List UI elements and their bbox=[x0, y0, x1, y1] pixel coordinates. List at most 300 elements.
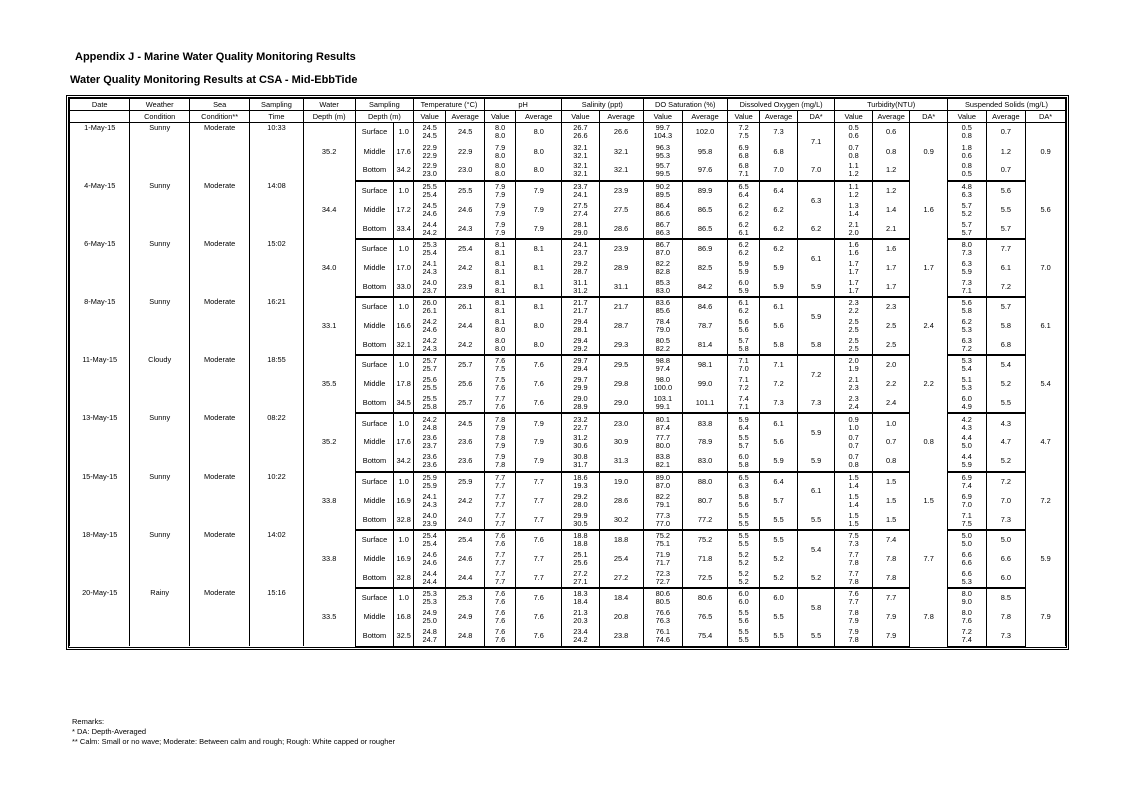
do-saturation-values bbox=[643, 123, 683, 142]
suspended-solids-values-1: 6.6 bbox=[961, 568, 972, 578]
temperature-average: 22.9 bbox=[446, 142, 485, 161]
do-saturation-values bbox=[643, 200, 683, 219]
level-depth-cell: 16.9 bbox=[394, 491, 414, 510]
ph-values-1: 7.9 bbox=[494, 142, 506, 152]
dissolved-oxygen-average: 6.2 bbox=[760, 200, 798, 219]
suspended-solids-average: 7.8 bbox=[986, 607, 1026, 626]
temperature-values bbox=[414, 316, 446, 335]
ph-values bbox=[484, 161, 515, 180]
do-saturation-values-2: 74.6 bbox=[655, 635, 670, 645]
header-sub-value: Value bbox=[414, 111, 446, 123]
header-sub-average: Average bbox=[446, 111, 485, 123]
suspended-solids-da: 0.9 bbox=[1026, 123, 1066, 181]
temperature-values-1: 24.2 bbox=[422, 335, 437, 345]
temperature-values-1: 25.7 bbox=[422, 356, 437, 366]
salinity-values-2: 31.2 bbox=[573, 285, 588, 295]
suspended-solids-values bbox=[947, 375, 986, 394]
suspended-solids-values-1: 5.3 bbox=[961, 356, 972, 366]
ph-values bbox=[484, 375, 515, 394]
temperature-values-2: 25.8 bbox=[422, 402, 437, 412]
header-sub-value: Value bbox=[947, 111, 986, 123]
header-sub-value: Value bbox=[484, 111, 515, 123]
temperature-values-1: 24.1 bbox=[422, 258, 437, 268]
ph-values-1: 8.0 bbox=[494, 161, 506, 171]
temperature-values bbox=[414, 568, 446, 587]
sampling-time-cell: 10:22 bbox=[250, 472, 303, 530]
turbidity-average: 0.8 bbox=[872, 142, 910, 161]
remarks-line-2: ** Calm: Small or no wave; Moderate: Between calm and rough; Rough: White capped or rougher bbox=[72, 737, 396, 746]
do-saturation-average: 95.8 bbox=[683, 142, 728, 161]
header-sampling-time-2: Time bbox=[250, 111, 303, 123]
salinity-values-2: 20.3 bbox=[573, 615, 588, 625]
suspended-solids-values-2: 4.3 bbox=[961, 422, 972, 432]
date-cell: 20-May-15 bbox=[70, 588, 130, 646]
suspended-solids-values bbox=[947, 510, 986, 529]
dissolved-oxygen-da: 6.1 bbox=[797, 239, 835, 278]
suspended-solids-values-2: 6.6 bbox=[961, 557, 972, 567]
ph-values-2: 8.0 bbox=[494, 131, 506, 141]
turbidity-average: 1.7 bbox=[872, 258, 910, 277]
turbidity-values-2: 1.2 bbox=[848, 169, 859, 179]
suspended-solids-average: 5.7 bbox=[986, 297, 1026, 316]
temperature-values-2: 25.4 bbox=[422, 248, 437, 258]
ph-values bbox=[484, 491, 515, 510]
salinity-values-2: 25.6 bbox=[573, 557, 588, 567]
dissolved-oxygen-values-2: 6.1 bbox=[738, 227, 749, 237]
do-saturation-values-1: 95.7 bbox=[655, 161, 670, 171]
do-saturation-values bbox=[643, 452, 683, 471]
table-row bbox=[70, 472, 1066, 491]
do-saturation-values-2: 76.3 bbox=[655, 615, 670, 625]
salinity-values bbox=[562, 142, 600, 161]
ph-values bbox=[484, 123, 515, 142]
turbidity-values-2: 7.8 bbox=[848, 557, 859, 567]
temperature-values-2: 23.7 bbox=[422, 441, 437, 451]
do-saturation-average: 84.6 bbox=[683, 297, 728, 316]
header-turbidity: Turbidity(NTU) bbox=[835, 99, 948, 111]
ph-values-2: 7.9 bbox=[494, 441, 506, 451]
suspended-solids-values-2: 0.8 bbox=[961, 131, 972, 141]
temperature-values-1: 23.6 bbox=[422, 452, 437, 462]
turbidity-values-2: 1.4 bbox=[848, 208, 859, 218]
do-saturation-average: 83.0 bbox=[683, 452, 728, 471]
level-depth-cell: 1.0 bbox=[394, 472, 414, 491]
sampling-time-cell: 08:22 bbox=[250, 413, 303, 471]
turbidity-values-1: 1.5 bbox=[848, 472, 859, 482]
sampling-time-cell: 14:08 bbox=[250, 181, 303, 239]
temperature-average: 24.5 bbox=[446, 413, 485, 432]
salinity-values-2: 27.4 bbox=[573, 208, 588, 218]
dissolved-oxygen-da: 6.1 bbox=[797, 472, 835, 511]
suspended-solids-values-2: 7.6 bbox=[961, 615, 972, 625]
turbidity-values-1: 0.7 bbox=[848, 142, 859, 152]
dissolved-oxygen-bottom-da: 5.9 bbox=[797, 452, 835, 471]
do-saturation-values-2: 100.0 bbox=[653, 383, 673, 393]
turbidity-values bbox=[835, 181, 873, 200]
dissolved-oxygen-average: 5.9 bbox=[760, 258, 798, 277]
turbidity-average: 2.0 bbox=[872, 355, 910, 374]
turbidity-values-1: 7.5 bbox=[848, 530, 859, 540]
ph-values-2: 7.6 bbox=[494, 383, 506, 393]
header-weather: Weather bbox=[130, 99, 189, 111]
temperature-values-1: 22.9 bbox=[422, 142, 437, 152]
ph-values-1: 7.7 bbox=[494, 510, 506, 520]
ph-values-1: 8.0 bbox=[494, 335, 506, 345]
dissolved-oxygen-values-1: 5.7 bbox=[738, 335, 749, 345]
turbidity-values bbox=[835, 316, 873, 335]
temperature-average: 24.6 bbox=[446, 549, 485, 568]
salinity-values-2: 32.1 bbox=[573, 169, 588, 179]
salinity-values-1: 29.7 bbox=[573, 356, 588, 366]
salinity-values bbox=[562, 452, 600, 471]
salinity-values-2: 18.4 bbox=[573, 597, 588, 607]
ph-values-2: 8.0 bbox=[494, 343, 506, 353]
dissolved-oxygen-da: 5.9 bbox=[797, 297, 835, 336]
ph-average: 8.0 bbox=[516, 142, 562, 161]
suspended-solids-da: 5.9 bbox=[1026, 530, 1066, 588]
suspended-solids-values bbox=[947, 627, 986, 646]
salinity-values-1: 21.7 bbox=[573, 298, 588, 308]
ph-values-2: 7.9 bbox=[494, 227, 506, 237]
do-saturation-average: 98.1 bbox=[683, 355, 728, 374]
weather-cell: Sunny bbox=[130, 472, 189, 530]
ph-values bbox=[484, 627, 515, 646]
turbidity-values-2: 7.8 bbox=[848, 635, 859, 645]
do-saturation-average: 84.2 bbox=[683, 278, 728, 297]
salinity-values bbox=[562, 568, 600, 587]
do-saturation-values-1: 82.2 bbox=[655, 491, 670, 501]
ph-values-1: 7.9 bbox=[494, 219, 506, 229]
dissolved-oxygen-values bbox=[727, 258, 759, 277]
do-saturation-values bbox=[643, 355, 683, 374]
salinity-values-2: 26.6 bbox=[573, 131, 588, 141]
salinity-values bbox=[562, 394, 600, 413]
temperature-average: 24.5 bbox=[446, 123, 485, 142]
salinity-values bbox=[562, 510, 600, 529]
ph-average: 8.0 bbox=[516, 161, 562, 180]
weather-cell: Rainy bbox=[130, 588, 189, 646]
ph-values-2: 8.0 bbox=[494, 150, 506, 160]
header-ph: pH bbox=[484, 99, 561, 111]
temperature-values-2: 25.9 bbox=[422, 480, 437, 490]
ph-values-1: 7.8 bbox=[494, 433, 506, 443]
do-saturation-values-2: 80.5 bbox=[655, 597, 670, 607]
turbidity-values bbox=[835, 607, 873, 626]
ph-average: 7.6 bbox=[516, 375, 562, 394]
suspended-solids-average: 4.7 bbox=[986, 433, 1026, 452]
salinity-values-2: 31.7 bbox=[573, 460, 588, 470]
do-saturation-values bbox=[643, 161, 683, 180]
salinity-values bbox=[562, 219, 600, 238]
temperature-values bbox=[414, 278, 446, 297]
turbidity-values-2: 7.9 bbox=[848, 615, 859, 625]
ph-values-1: 7.6 bbox=[494, 356, 506, 366]
ph-values bbox=[484, 530, 515, 549]
temperature-values bbox=[414, 123, 446, 142]
do-saturation-values-2: 104.3 bbox=[653, 131, 673, 141]
turbidity-values-2: 1.6 bbox=[848, 248, 859, 258]
do-saturation-average: 78.9 bbox=[683, 433, 728, 452]
salinity-values bbox=[562, 530, 600, 549]
header-sub-da: DA* bbox=[797, 111, 835, 123]
dissolved-oxygen-values-1: 5.5 bbox=[738, 627, 749, 637]
table-row bbox=[70, 530, 1066, 549]
turbidity-average: 7.8 bbox=[872, 568, 910, 587]
ph-average: 7.6 bbox=[516, 394, 562, 413]
do-saturation-values-2: 87.0 bbox=[655, 248, 670, 258]
temperature-values bbox=[414, 297, 446, 316]
ph-values bbox=[484, 355, 515, 374]
ph-values-1: 8.1 bbox=[494, 240, 506, 250]
temperature-values bbox=[414, 355, 446, 374]
temperature-values-2: 24.6 bbox=[422, 208, 437, 218]
suspended-solids-values-2: 5.8 bbox=[961, 306, 972, 316]
do-saturation-average: 78.7 bbox=[683, 316, 728, 335]
do-saturation-values-1: 86.7 bbox=[655, 240, 670, 250]
salinity-values-2: 24.2 bbox=[573, 635, 588, 645]
salinity-average: 32.1 bbox=[599, 142, 643, 161]
turbidity-values-2: 1.5 bbox=[848, 518, 859, 528]
turbidity-values-2: 1.4 bbox=[848, 499, 859, 509]
do-saturation-average: 71.8 bbox=[683, 549, 728, 568]
salinity-values bbox=[562, 316, 600, 335]
header-weather-2: Condition bbox=[130, 111, 189, 123]
suspended-solids-values-1: 5.7 bbox=[961, 200, 972, 210]
sea-condition-cell: Moderate bbox=[189, 530, 249, 588]
dissolved-oxygen-average: 6.4 bbox=[760, 181, 798, 200]
do-saturation-values bbox=[643, 219, 683, 238]
salinity-values bbox=[562, 472, 600, 491]
temperature-values-1: 25.3 bbox=[422, 589, 437, 599]
do-saturation-values-2: 82.2 bbox=[655, 343, 670, 353]
dissolved-oxygen-values-2: 7.1 bbox=[738, 402, 749, 412]
dissolved-oxygen-values-1: 6.2 bbox=[738, 240, 749, 250]
temperature-average: 23.6 bbox=[446, 452, 485, 471]
turbidity-values-1: 1.7 bbox=[848, 277, 859, 287]
ph-values bbox=[484, 297, 515, 316]
ph-values bbox=[484, 336, 515, 355]
salinity-average: 28.6 bbox=[599, 219, 643, 238]
turbidity-values-2: 0.8 bbox=[848, 150, 859, 160]
dissolved-oxygen-values-2: 6.8 bbox=[738, 150, 749, 160]
header-sub-da: DA* bbox=[1026, 111, 1066, 123]
level-name-cell: Middle bbox=[355, 375, 394, 394]
temperature-values-1: 25.3 bbox=[422, 240, 437, 250]
dissolved-oxygen-values-2: 5.6 bbox=[738, 499, 749, 509]
salinity-average: 30.9 bbox=[599, 433, 643, 452]
dissolved-oxygen-bottom-da: 5.9 bbox=[797, 278, 835, 297]
temperature-values-2: 24.3 bbox=[422, 266, 437, 276]
do-saturation-values bbox=[643, 278, 683, 297]
level-depth-cell: 17.0 bbox=[394, 258, 414, 277]
temperature-values bbox=[414, 200, 446, 219]
suspended-solids-da: 5.6 bbox=[1026, 181, 1066, 239]
do-saturation-values-2: 82.8 bbox=[655, 266, 670, 276]
dissolved-oxygen-values bbox=[727, 491, 759, 510]
level-name-cell: Surface bbox=[355, 297, 394, 316]
suspended-solids-values-1: 5.1 bbox=[961, 375, 972, 385]
do-saturation-values bbox=[643, 316, 683, 335]
ph-average: 8.1 bbox=[516, 297, 562, 316]
dissolved-oxygen-values bbox=[727, 161, 759, 180]
suspended-solids-average: 0.7 bbox=[986, 161, 1026, 180]
salinity-values-1: 31.1 bbox=[573, 277, 588, 287]
salinity-values-1: 25.1 bbox=[573, 549, 588, 559]
ph-values-2: 8.0 bbox=[494, 325, 506, 335]
suspended-solids-average: 6.0 bbox=[986, 568, 1026, 587]
dissolved-oxygen-values-1: 6.2 bbox=[738, 200, 749, 210]
do-saturation-values-2: 77.0 bbox=[655, 518, 670, 528]
suspended-solids-average: 6.1 bbox=[986, 258, 1026, 277]
suspended-solids-values-1: 6.0 bbox=[961, 394, 972, 404]
salinity-values-1: 18.8 bbox=[573, 530, 588, 540]
ph-values bbox=[484, 181, 515, 200]
turbidity-values bbox=[835, 530, 873, 549]
salinity-values-1: 23.4 bbox=[573, 627, 588, 637]
dissolved-oxygen-da: 5.8 bbox=[797, 588, 835, 627]
weather-cell: Sunny bbox=[130, 239, 189, 297]
salinity-values-2: 29.9 bbox=[573, 383, 588, 393]
level-name-cell: Bottom bbox=[355, 278, 394, 297]
dissolved-oxygen-bottom-da: 5.5 bbox=[797, 627, 835, 646]
temperature-values bbox=[414, 258, 446, 277]
weather-cell: Sunny bbox=[130, 413, 189, 471]
dissolved-oxygen-values-2: 7.1 bbox=[738, 169, 749, 179]
temperature-values-2: 24.6 bbox=[422, 557, 437, 567]
temperature-values-2: 25.5 bbox=[422, 383, 437, 393]
turbidity-values-1: 0.7 bbox=[848, 452, 859, 462]
ph-values-1: 7.6 bbox=[494, 530, 506, 540]
water-depth-cell: 33.1 bbox=[303, 297, 355, 355]
ph-values bbox=[484, 258, 515, 277]
salinity-values-2: 22.7 bbox=[573, 422, 588, 432]
dissolved-oxygen-values-1: 7.1 bbox=[738, 356, 749, 366]
suspended-solids-average: 8.5 bbox=[986, 588, 1026, 607]
turbidity-values-1: 2.1 bbox=[848, 375, 859, 385]
turbidity-values-1: 7.7 bbox=[848, 568, 859, 578]
level-depth-cell: 32.8 bbox=[394, 510, 414, 529]
turbidity-values bbox=[835, 433, 873, 452]
dissolved-oxygen-values-2: 5.5 bbox=[738, 538, 749, 548]
suspended-solids-values-1: 6.3 bbox=[961, 258, 972, 268]
temperature-values bbox=[414, 607, 446, 626]
ph-average: 7.9 bbox=[516, 433, 562, 452]
do-saturation-average: 101.1 bbox=[683, 394, 728, 413]
suspended-solids-da: 7.2 bbox=[1026, 472, 1066, 530]
do-saturation-values-2: 99.1 bbox=[655, 402, 670, 412]
dissolved-oxygen-values-1: 5.5 bbox=[738, 510, 749, 520]
turbidity-values-1: 0.5 bbox=[848, 123, 859, 133]
turbidity-da: 7.7 bbox=[910, 530, 948, 588]
salinity-values bbox=[562, 627, 600, 646]
sampling-time-cell: 18:55 bbox=[250, 355, 303, 413]
suspended-solids-values-2: 5.3 bbox=[961, 576, 972, 586]
do-saturation-values bbox=[643, 588, 683, 607]
do-saturation-average: 75.2 bbox=[683, 530, 728, 549]
date-cell: 11-May-15 bbox=[70, 355, 130, 413]
temperature-values-1: 26.0 bbox=[422, 298, 437, 308]
salinity-values-2: 27.1 bbox=[573, 576, 588, 586]
temperature-values-1: 24.0 bbox=[422, 510, 437, 520]
dissolved-oxygen-values-1: 5.2 bbox=[738, 568, 749, 578]
temperature-average: 25.3 bbox=[446, 588, 485, 607]
salinity-average: 23.9 bbox=[599, 239, 643, 258]
ph-values-1: 7.9 bbox=[494, 200, 506, 210]
turbidity-da: 1.5 bbox=[910, 472, 948, 530]
dissolved-oxygen-average: 7.0 bbox=[760, 161, 798, 180]
table-row bbox=[70, 123, 1066, 142]
turbidity-values-1: 1.3 bbox=[848, 200, 859, 210]
ph-values bbox=[484, 394, 515, 413]
dissolved-oxygen-values bbox=[727, 568, 759, 587]
temperature-values-1: 24.0 bbox=[422, 277, 437, 287]
suspended-solids-da: 7.0 bbox=[1026, 239, 1066, 297]
suspended-solids-average: 6.6 bbox=[986, 549, 1026, 568]
turbidity-values-1: 7.6 bbox=[848, 589, 859, 599]
water-depth-cell: 34.0 bbox=[303, 239, 355, 297]
suspended-solids-values-2: 5.4 bbox=[961, 364, 972, 374]
ph-values bbox=[484, 278, 515, 297]
salinity-values-1: 31.2 bbox=[573, 433, 588, 443]
ph-values-2: 7.6 bbox=[494, 597, 506, 607]
do-saturation-average: 83.8 bbox=[683, 413, 728, 432]
do-saturation-values-2: 86.6 bbox=[655, 208, 670, 218]
suspended-solids-values-1: 5.0 bbox=[961, 530, 972, 540]
level-name-cell: Middle bbox=[355, 200, 394, 219]
salinity-values-2: 30.6 bbox=[573, 441, 588, 451]
turbidity-values bbox=[835, 142, 873, 161]
ph-average: 7.6 bbox=[516, 588, 562, 607]
turbidity-values-1: 2.3 bbox=[848, 298, 859, 308]
dissolved-oxygen-values bbox=[727, 355, 759, 374]
turbidity-values-2: 2.3 bbox=[848, 383, 859, 393]
dissolved-oxygen-average: 5.9 bbox=[760, 452, 798, 471]
dissolved-oxygen-values-1: 5.8 bbox=[738, 491, 749, 501]
turbidity-values-2: 0.6 bbox=[848, 131, 859, 141]
dissolved-oxygen-values-2: 7.0 bbox=[738, 364, 749, 374]
date-cell: 18-May-15 bbox=[70, 530, 130, 588]
salinity-average: 26.6 bbox=[599, 123, 643, 142]
level-depth-cell: 1.0 bbox=[394, 239, 414, 258]
level-name-cell: Middle bbox=[355, 316, 394, 335]
salinity-values-1: 29.9 bbox=[573, 510, 588, 520]
temperature-average: 24.3 bbox=[446, 219, 485, 238]
do-saturation-values bbox=[643, 413, 683, 432]
ph-values-2: 7.7 bbox=[494, 518, 506, 528]
header-salinity: Salinity (ppt) bbox=[562, 99, 643, 111]
turbidity-values bbox=[835, 258, 873, 277]
suspended-solids-average: 7.2 bbox=[986, 278, 1026, 297]
turbidity-values-2: 2.0 bbox=[848, 227, 859, 237]
turbidity-values-2: 7.7 bbox=[848, 597, 859, 607]
suspended-solids-values-2: 9.0 bbox=[961, 597, 972, 607]
suspended-solids-values-1: 6.6 bbox=[961, 549, 972, 559]
do-saturation-values-2: 87.4 bbox=[655, 422, 670, 432]
temperature-values-2: 23.6 bbox=[422, 460, 437, 470]
dissolved-oxygen-values-2: 5.2 bbox=[738, 557, 749, 567]
turbidity-average: 2.5 bbox=[872, 336, 910, 355]
do-saturation-values bbox=[643, 549, 683, 568]
dissolved-oxygen-average: 5.5 bbox=[760, 607, 798, 626]
suspended-solids-values bbox=[947, 123, 986, 142]
do-saturation-values-2: 71.7 bbox=[655, 557, 670, 567]
turbidity-values-1: 7.9 bbox=[848, 627, 859, 637]
remarks bbox=[72, 717, 395, 747]
salinity-values bbox=[562, 258, 600, 277]
turbidity-values bbox=[835, 278, 873, 297]
salinity-values bbox=[562, 355, 600, 374]
suspended-solids-values-2: 7.0 bbox=[961, 499, 972, 509]
